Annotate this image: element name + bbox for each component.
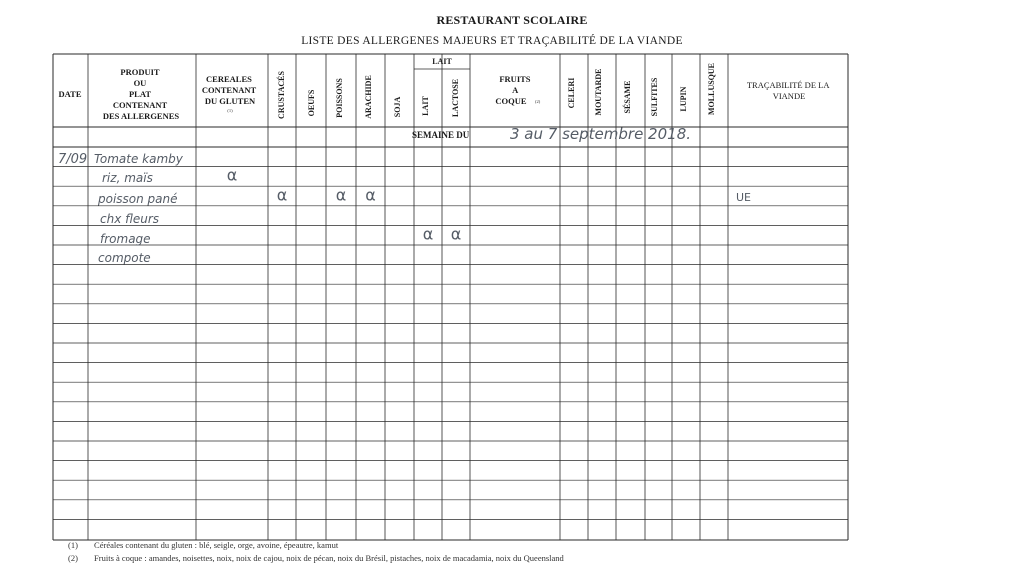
col-sesame-label: SÉSAME [623,80,632,114]
entry-products [94,152,184,265]
col-produit-label: PRODUIT OU PLAT CONTENANT DES ALLERGENES [102,67,180,121]
col-tracabilite-label: TRAÇABILITÉ DE LA VIANDE [746,80,830,101]
col-lait-group-label: LAIT [432,57,452,66]
product-line: fromage [100,232,151,246]
allergen-mark-cereales: α [226,165,238,185]
col-poissons-label: POISSONS [335,78,344,118]
col-lait-label: LAIT [421,96,430,116]
allergen-mark-lactose: α [450,224,462,244]
allergen-mark-crustaces: α [276,185,288,205]
footnote-1-num: (1) [68,540,78,550]
week-handwritten-value: 3 au 7 septembre 2018. [510,125,692,143]
product-line: poisson pané [98,192,178,206]
product-line: riz, maïs [102,171,153,185]
col-lactose-label: LACTOSE [451,78,460,118]
allergen-mark-lait: α [422,224,434,244]
product-line: Tomate kamby [94,152,183,166]
col-cereales-label: CEREALES CONTENANT DU GLUTEN [201,74,257,106]
product-line: chx fleurs [100,212,160,226]
table-grid [53,54,848,540]
footnote-2 [68,553,564,563]
week-label: SEMAINE DU [412,130,470,140]
product-line: compote [98,251,151,265]
footnote-2-num: (2) [68,553,78,563]
col-mollusque-label: MOLLUSQUE [707,62,716,116]
footnote-1-text: Céréales contenant du gluten : blé, seigle, orge, avoine, épeautre, kamut [94,540,339,550]
col-celeri-label: CELERI [567,77,576,109]
col-fruits-label: FRUITS A COQUE [495,74,531,106]
footnote-1 [68,540,338,550]
footnote-2-text: Fruits à coque : amandes, noisettes, noix, noix de cajou, noix de pécan, noix du Brésil, pistaches, noix de macadamia, noix du Queensland [94,553,564,563]
col-date-label: DATE [58,89,82,99]
col-moutarde-label: MOUTARDE [594,68,603,116]
tracabilite-entry: UE [736,191,752,204]
cereales-note: (1) [227,108,233,113]
document-subtitle: LISTE DES ALLERGENES MAJEURS ET TRAÇABILITÉ DE LA VIANDE [301,35,683,47]
col-soja-label: SOJA [393,96,402,118]
entry-date: 7/09 [58,152,88,167]
table-header [59,57,832,121]
allergen-marks [227,166,462,244]
col-oeufs-label: OEUFS [307,89,316,117]
allergen-mark-poissons: α [335,185,347,205]
fruits-note: (2) [535,99,541,104]
col-sulfites-label: SULFITES [650,77,659,117]
col-arachide-label: ARACHIDE [364,75,373,119]
allergen-mark-arachide: α [365,185,376,205]
document-title: RESTAURANT SCOLAIRE [436,13,588,27]
col-lupin-label: LUPIN [679,86,688,112]
col-crustaces-label: CRUSTACÉS [277,71,286,119]
